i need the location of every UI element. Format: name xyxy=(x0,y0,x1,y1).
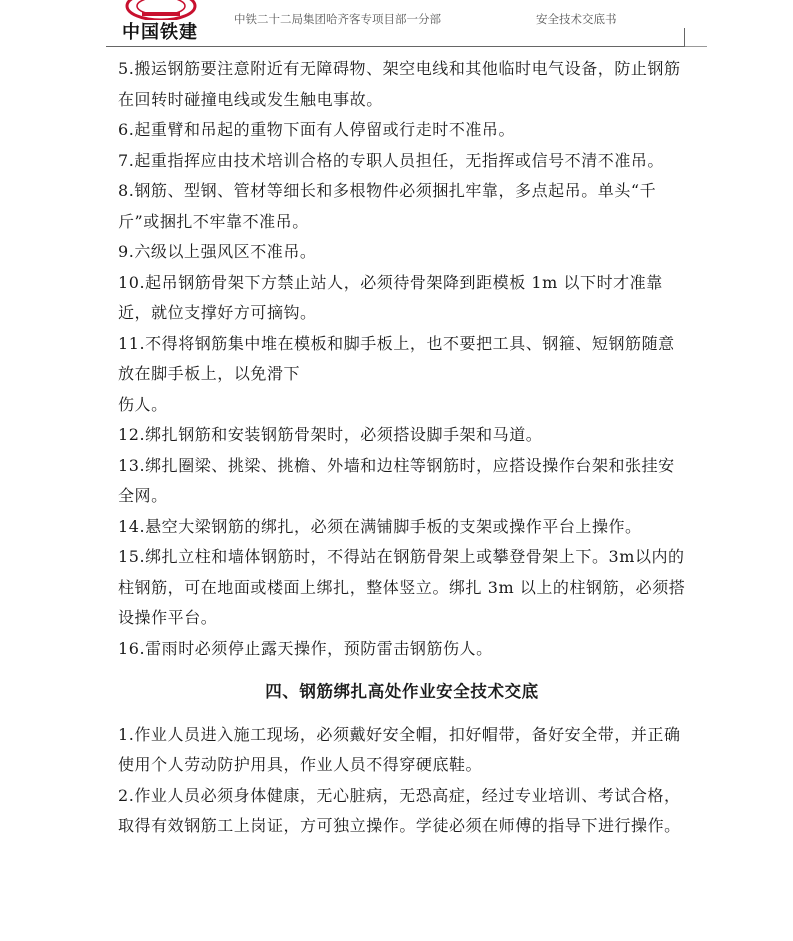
safety-item-10: 10.起吊钢筋骨架下方禁止站人，必须待骨架降到距模板 1m 以下时才准靠近，就位支撑好方可摘钩。 xyxy=(118,272,663,322)
safety-item-8: 8.钢筋、型钢、管材等细长和多根物件必须捆扎牢靠，多点起吊。单头“千斤”或捆扎不牢靠不准吊。 xyxy=(118,181,657,231)
safety-item-12: 12.绑扎钢筋和安装钢筋骨架时，必须搭设脚手架和马道。 xyxy=(118,425,543,444)
safety-item-16: 16.雷雨时必须停止露天操作，预防雷击钢筋伤人。 xyxy=(118,638,493,658)
safety-item-9: 9.六级以上强风区不准吊。 xyxy=(118,242,317,261)
safety-item-13: 13.绑扎圈梁、挑梁、挑檐、外墙和边柱等钢筋时，应搭设操作台架和张挂安全网。 xyxy=(118,455,675,505)
safety-item-11-continued: 伤人。 xyxy=(118,394,168,414)
height-work-item-1: 1.作业人员进入施工现场，必须戴好安全帽，扣好帽带，备好安全带，并正确使用个人劳动防护用具，作业人员不得穿硬底鞋。 xyxy=(118,724,681,774)
crcc-emblem-icon xyxy=(122,0,200,20)
safety-item-14: 14.悬空大梁钢筋的绑扎，必须在满铺脚手板的支架或操作平台上操作。 xyxy=(118,516,642,536)
crop-mark xyxy=(685,46,707,47)
header-project-name: 中铁二十二局集团哈齐客专项目部一分部 xyxy=(234,12,441,26)
section-heading: 四、钢筋绑扎高处作业安全技术交底 xyxy=(265,682,539,701)
height-work-item-2: 2.作业人员必须身体健康，无心脏病，无恐高症，经过专业培训、考试合格，取得有效钢筋工上岗证，方可独立操作。学徒必须在师傅的指导下进行操作。 xyxy=(118,785,681,835)
page-header xyxy=(0,0,793,50)
header-document-type: 安全技术交底书 xyxy=(536,12,617,26)
header-divider xyxy=(106,46,685,47)
crcc-logo xyxy=(112,0,208,44)
safety-item-6: 6.起重臂和吊起的重物下面有人停留或行走时不准吊。 xyxy=(118,120,516,139)
header-divider-tick xyxy=(684,28,685,46)
safety-item-5: 5.搬运钢筋要注意附近有无障碍物、架空电线和其他临时电气设备，防止钢筋在回转时碰撞电线或发生触电事故。 xyxy=(118,59,681,109)
logo-text: 中国铁建 xyxy=(122,22,198,43)
safety-item-11: 11.不得将钢筋集中堆在模板和脚手板上，也不要把工具、钢箍、短钢筋随意放在脚手板上，以免滑下 xyxy=(118,333,675,383)
safety-item-7: 7.起重指挥应由技术培训合格的专职人员担任，无指挥或信号不清不准吊。 xyxy=(118,150,664,170)
safety-item-15: 15.绑扎立柱和墙体钢筋时，不得站在钢筋骨架上或攀登骨架上下。3m以内的柱钢筋，可在地面或楼面上绑扎，整体竖立。绑扎 3m 以上的柱钢筋，必须搭设操作平台。 xyxy=(118,547,686,627)
document-body xyxy=(118,54,686,842)
